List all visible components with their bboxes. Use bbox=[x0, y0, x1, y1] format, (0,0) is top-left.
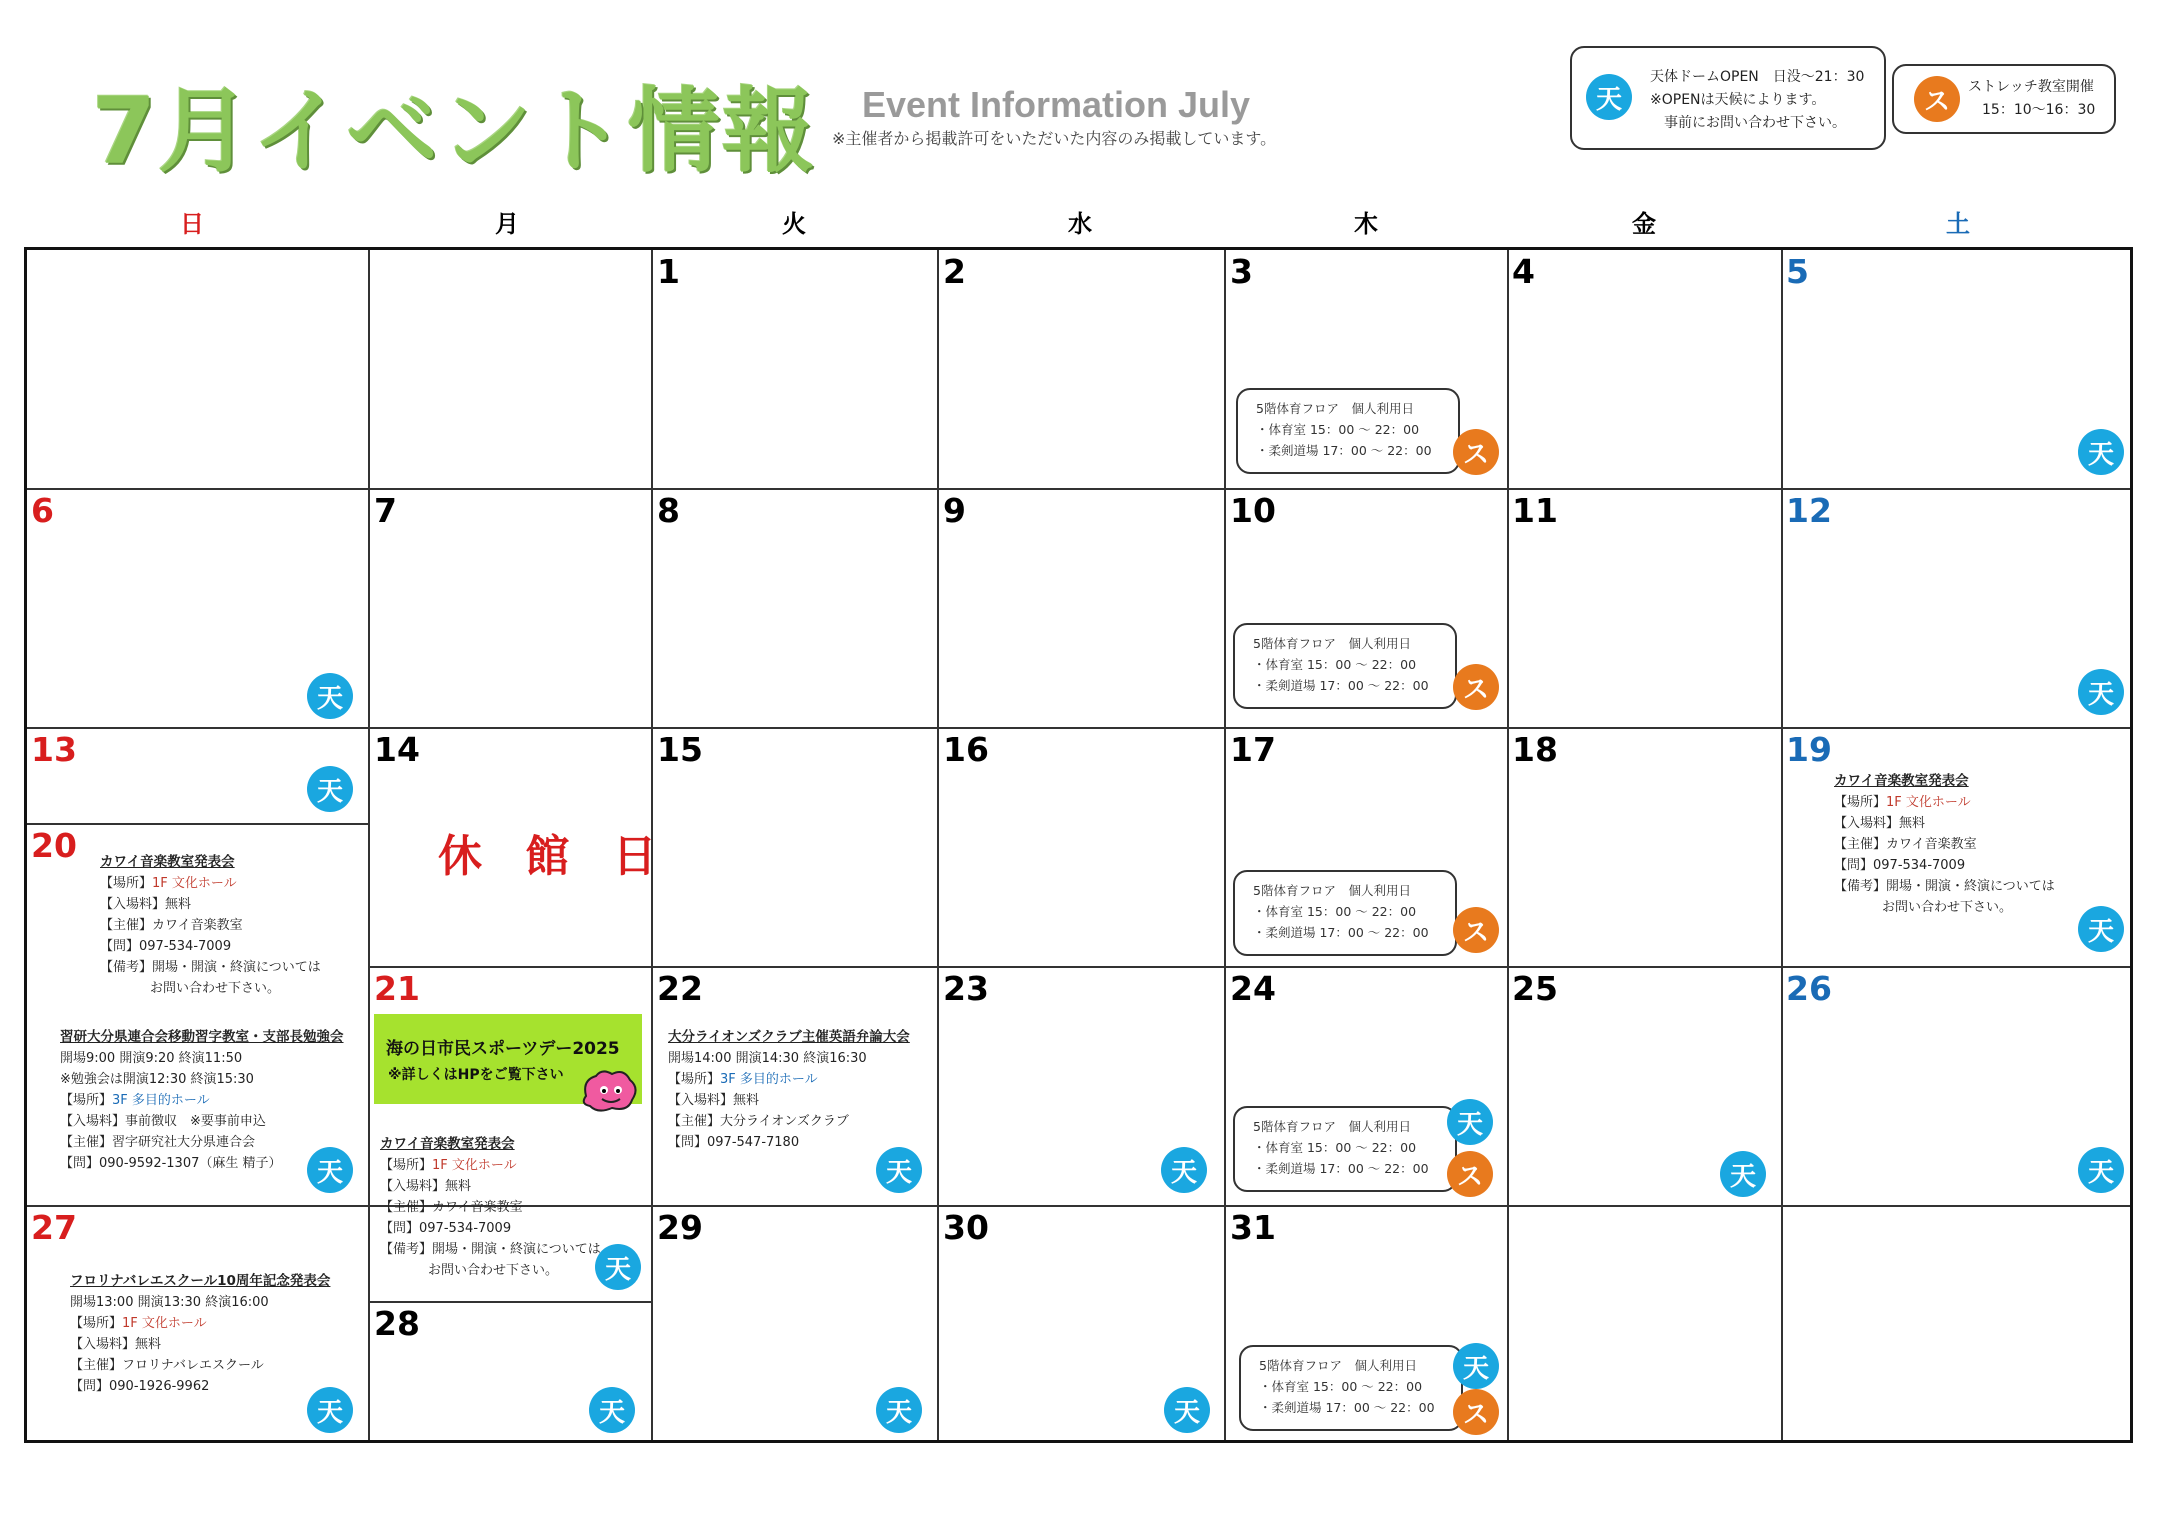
tentai-icon: 天 bbox=[1453, 1343, 1499, 1389]
weekday-wed: 水 bbox=[1068, 210, 1092, 238]
event-contact: 【問】097-534-7009 bbox=[100, 939, 232, 954]
tentai-icon: 天 bbox=[2078, 1147, 2124, 1193]
tentai-icon: 天 bbox=[1161, 1147, 1207, 1193]
day-28: 28 bbox=[374, 1304, 420, 1343]
place-label: 【場所】 bbox=[60, 1093, 113, 1108]
event-fee: 【入場料】事前徴収 ※要事前申込 bbox=[60, 1114, 266, 1129]
day-2: 2 bbox=[943, 252, 966, 291]
gym-line: ・体育室 15：00 ～ 22：00 bbox=[1253, 657, 1417, 672]
gym-line: ・柔剣道場 17：00 ～ 22：00 bbox=[1253, 925, 1429, 940]
event-title: カワイ音楽教室発表会 bbox=[1834, 773, 1969, 789]
event-contact: 【問】097-534-7009 bbox=[1834, 858, 1966, 873]
gym-line: ・柔剣道場 17：00 ～ 22：00 bbox=[1253, 1161, 1429, 1176]
place-label: 【場所】 bbox=[668, 1072, 721, 1087]
tentai-icon: 天 bbox=[595, 1244, 641, 1290]
gym-box-17 bbox=[1233, 870, 1457, 956]
tentai-icon: 天 bbox=[876, 1387, 922, 1433]
place-label: 【場所】 bbox=[380, 1158, 433, 1173]
event-title: フロリナバレエスクール10周年記念発表会 bbox=[70, 1273, 331, 1289]
event-title: 大分ライオンズクラブ主催英語弁論大会 bbox=[668, 1029, 910, 1045]
tentai-icon: 天 bbox=[307, 766, 353, 812]
gym-line: ・柔剣道場 17：00 ～ 22：00 bbox=[1256, 443, 1432, 458]
event-note: 【備考】開場・開演・終演については bbox=[380, 1242, 601, 1257]
tentai-icon: 天 bbox=[589, 1387, 635, 1433]
day-31: 31 bbox=[1230, 1208, 1276, 1247]
day-5: 5 bbox=[1786, 252, 1809, 291]
calendar-grid bbox=[24, 247, 2133, 1443]
gym-box-3 bbox=[1236, 388, 1460, 474]
event-title: カワイ音楽教室発表会 bbox=[100, 854, 235, 870]
event-fee: 【入場料】無料 bbox=[100, 897, 192, 912]
tentai-icon: 天 bbox=[1720, 1151, 1766, 1197]
gym-line: ・体育室 15：00 ～ 22：00 bbox=[1259, 1379, 1423, 1394]
weekday-sun: 日 bbox=[180, 210, 204, 238]
day-20: 20 bbox=[31, 826, 77, 865]
stretch-icon: ス bbox=[1453, 1389, 1499, 1435]
day-14: 14 bbox=[374, 730, 420, 769]
gym-line: ・体育室 15：00 ～ 22：00 bbox=[1253, 904, 1417, 919]
event-note: お問い合わせ下さい。 bbox=[150, 981, 281, 996]
sports-day-note: ※詳しくはHPをご覧下さい bbox=[388, 1067, 564, 1083]
event-fee: 【入場料】無料 bbox=[1834, 816, 1926, 831]
weekday-mon: 月 bbox=[495, 210, 519, 238]
event-fee: 【入場料】無料 bbox=[70, 1337, 162, 1352]
tentai-icon: 天 bbox=[2078, 906, 2124, 952]
event-ballet-27 bbox=[70, 1271, 330, 1397]
event-contact: 【問】090-1926-9962 bbox=[70, 1379, 210, 1394]
gym-line: ・体育室 15：00 ～ 22：00 bbox=[1253, 1140, 1417, 1155]
stretch-icon: ス bbox=[1453, 664, 1499, 710]
event-organizer: 【主催】カワイ音楽教室 bbox=[1834, 837, 1977, 852]
event-note: 【備考】開場・開演・終演については bbox=[100, 960, 321, 975]
place-label: 【場所】 bbox=[1834, 795, 1887, 810]
place-label: 【場所】 bbox=[100, 876, 153, 891]
gym-line: 5階体育フロア 個人利用日 bbox=[1253, 636, 1411, 651]
day-7: 7 bbox=[374, 491, 397, 530]
weekday-fri: 金 bbox=[1632, 210, 1656, 238]
event-lions-22 bbox=[668, 1027, 910, 1153]
publication-note: ※主催者から掲載許可をいただいた内容のみ掲載しています。 bbox=[832, 129, 1277, 148]
day-21: 21 bbox=[374, 969, 420, 1008]
tentai-icon: 天 bbox=[1164, 1387, 1210, 1433]
weekday-thu: 木 bbox=[1354, 210, 1378, 238]
event-kawai-20 bbox=[100, 852, 321, 999]
day-30: 30 bbox=[943, 1208, 989, 1247]
day-22: 22 bbox=[657, 969, 703, 1008]
day-15: 15 bbox=[657, 730, 703, 769]
day-4: 4 bbox=[1512, 252, 1535, 291]
legend-stretch-line1: ストレッチ教室開催 bbox=[1968, 79, 2094, 95]
stretch-icon: ス bbox=[1453, 429, 1499, 475]
event-time: ※勉強会は開演12:30 終演15:30 bbox=[60, 1072, 254, 1087]
legend-stretch-line2: 15：10～16：30 bbox=[1982, 102, 2096, 118]
event-organizer: 【主催】カワイ音楽教室 bbox=[380, 1200, 523, 1215]
event-organizer: 【主催】フロリナバレエスクール bbox=[70, 1358, 264, 1373]
tentai-icon: 天 bbox=[307, 1147, 353, 1193]
event-contact: 【問】090-9592-1307（麻生 精子） bbox=[60, 1156, 282, 1171]
mascot-icon bbox=[578, 1066, 642, 1116]
tentai-icon: 天 bbox=[1586, 74, 1632, 120]
tentai-icon: 天 bbox=[1447, 1099, 1493, 1145]
event-kawai-19 bbox=[1834, 771, 2055, 918]
legend-tentai-line2: ※OPENは天候によります。 bbox=[1650, 92, 1826, 108]
event-title: 習研大分県連合会移動習字教室・支部長勉強会 bbox=[60, 1029, 344, 1045]
event-contact: 【問】097-547-7180 bbox=[668, 1135, 800, 1150]
event-place: 3F 多目的ホール bbox=[112, 1093, 210, 1108]
legend-stretch bbox=[1892, 64, 2116, 134]
legend-tentai bbox=[1570, 46, 1886, 150]
event-shuji-20 bbox=[60, 1027, 344, 1174]
event-organizer: 【主催】習字研究社大分県連合会 bbox=[60, 1135, 256, 1150]
weekday-sat: 土 bbox=[1946, 210, 1970, 238]
event-place: 1F 文化ホール bbox=[152, 876, 237, 891]
event-title: カワイ音楽教室発表会 bbox=[380, 1136, 515, 1152]
stretch-icon: ス bbox=[1453, 907, 1499, 953]
gym-box-10 bbox=[1233, 623, 1457, 709]
tentai-icon: 天 bbox=[307, 1387, 353, 1433]
event-place: 3F 多目的ホール bbox=[720, 1072, 818, 1087]
gym-line: ・柔剣道場 17：00 ～ 22：00 bbox=[1259, 1400, 1435, 1415]
tentai-icon: 天 bbox=[876, 1147, 922, 1193]
weekday-tue: 火 bbox=[782, 210, 806, 238]
day-27: 27 bbox=[31, 1208, 77, 1247]
day-29: 29 bbox=[657, 1208, 703, 1247]
stretch-icon: ス bbox=[1447, 1151, 1493, 1197]
gym-line: ・柔剣道場 17：00 ～ 22：00 bbox=[1253, 678, 1429, 693]
sports-day-title: 海の日市民スポーツデー2025 bbox=[386, 1039, 620, 1059]
day-25: 25 bbox=[1512, 969, 1558, 1008]
event-fee: 【入場料】無料 bbox=[668, 1093, 760, 1108]
day-17: 17 bbox=[1230, 730, 1276, 769]
stretch-icon: ス bbox=[1914, 76, 1960, 122]
event-note: お問い合わせ下さい。 bbox=[428, 1263, 559, 1278]
event-contact: 【問】097-534-7009 bbox=[380, 1221, 512, 1236]
event-place: 1F 文化ホール bbox=[122, 1316, 207, 1331]
day-24: 24 bbox=[1230, 969, 1276, 1008]
gym-line: ・体育室 15：00 ～ 22：00 bbox=[1256, 422, 1420, 437]
legend-tentai-line3: 事前にお問い合わせ下さい。 bbox=[1664, 115, 1846, 131]
gym-line: 5階体育フロア 個人利用日 bbox=[1259, 1358, 1417, 1373]
event-organizer: 【主催】カワイ音楽教室 bbox=[100, 918, 243, 933]
closed-label: 休 館 日 bbox=[438, 831, 671, 882]
day-26: 26 bbox=[1786, 969, 1832, 1008]
gym-line: 5階体育フロア 個人利用日 bbox=[1256, 401, 1414, 416]
day-1: 1 bbox=[657, 252, 680, 291]
page-title: 7月イベント情報 bbox=[92, 78, 817, 185]
legend-tentai-line1: 天体ドームOPEN 日没～21：30 bbox=[1650, 69, 1865, 85]
event-place: 1F 文化ホール bbox=[1886, 795, 1971, 810]
day-12: 12 bbox=[1786, 491, 1832, 530]
day-11: 11 bbox=[1512, 491, 1558, 530]
day-18: 18 bbox=[1512, 730, 1558, 769]
place-label: 【場所】 bbox=[70, 1316, 123, 1331]
event-time: 開場9:00 開演9:20 終演11:50 bbox=[60, 1051, 243, 1066]
tentai-icon: 天 bbox=[2078, 669, 2124, 715]
tentai-icon: 天 bbox=[2078, 429, 2124, 475]
event-organizer: 【主催】大分ライオンズクラブ bbox=[668, 1114, 849, 1129]
event-note: お問い合わせ下さい。 bbox=[1882, 900, 2013, 915]
gym-box-24 bbox=[1233, 1106, 1457, 1192]
day-9: 9 bbox=[943, 491, 966, 530]
day-19: 19 bbox=[1786, 730, 1832, 769]
tentai-icon: 天 bbox=[307, 673, 353, 719]
event-time: 開場14:00 開演14:30 終演16:30 bbox=[668, 1051, 867, 1066]
event-time: 開場13:00 開演13:30 終演16:00 bbox=[70, 1295, 269, 1310]
day-8: 8 bbox=[657, 491, 680, 530]
event-place: 1F 文化ホール bbox=[432, 1158, 517, 1173]
day-10: 10 bbox=[1230, 491, 1276, 530]
day-3: 3 bbox=[1230, 252, 1253, 291]
day-6: 6 bbox=[31, 491, 54, 530]
gym-line: 5階体育フロア 個人利用日 bbox=[1253, 1119, 1411, 1134]
event-fee: 【入場料】無料 bbox=[380, 1179, 472, 1194]
day-16: 16 bbox=[943, 730, 989, 769]
page-subtitle: Event Information July bbox=[862, 84, 1251, 125]
event-kawai-21 bbox=[380, 1134, 601, 1281]
day-23: 23 bbox=[943, 969, 989, 1008]
gym-box-31 bbox=[1239, 1345, 1463, 1431]
event-note: 【備考】開場・開演・終演については bbox=[1834, 879, 2055, 894]
day-13: 13 bbox=[31, 730, 77, 769]
gym-line: 5階体育フロア 個人利用日 bbox=[1253, 883, 1411, 898]
